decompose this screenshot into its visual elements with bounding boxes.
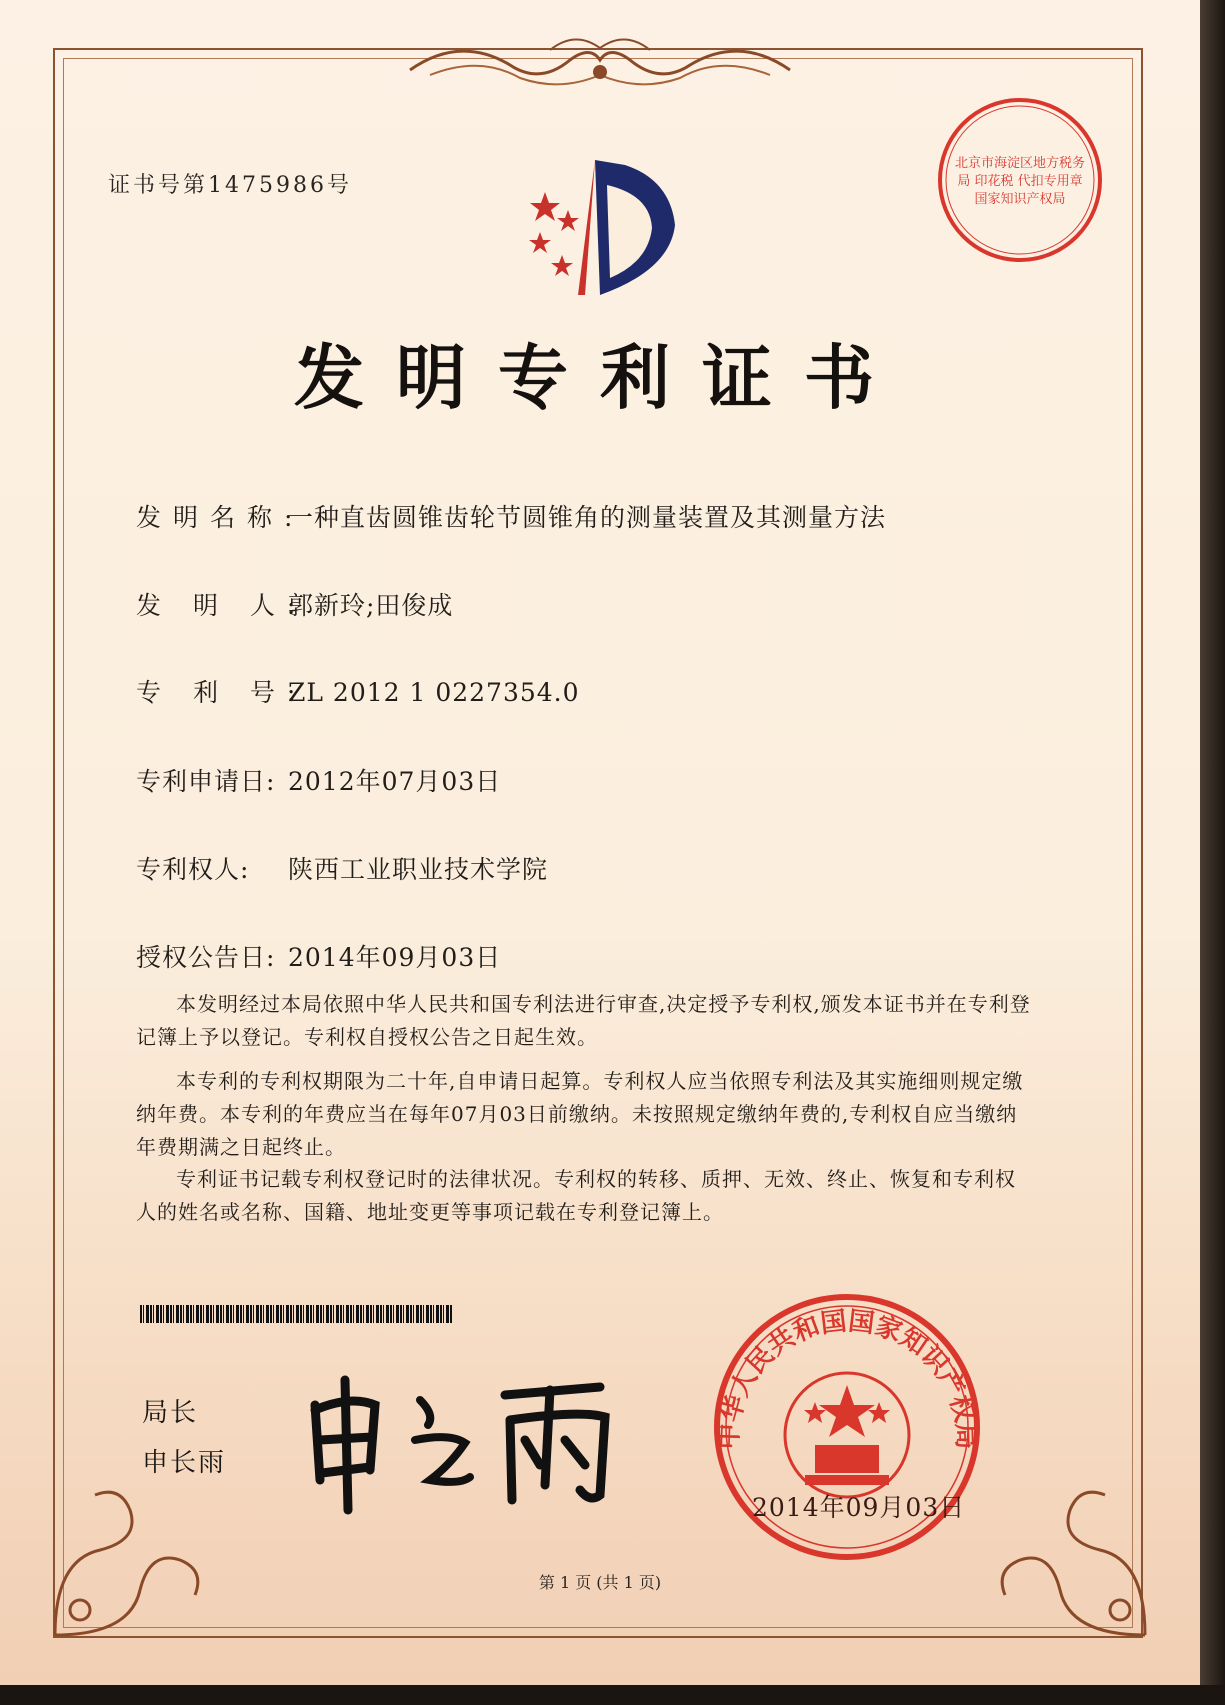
- field-value: 一种直齿圆锥齿轮节圆锥角的测量装置及其测量方法: [288, 503, 887, 532]
- statement-paragraph-2: 本专利的专利权期限为二十年,自申请日起算。专利权人应当依照专利法及其实施细则规定缴纳年费。本专利的年费应当在每年07月03日前缴纳。未按照规定缴纳年费的,专利权自应当缴纳年费期满之日起终止。: [136, 1069, 1024, 1159]
- statement-paragraph-1: 本发明经过本局依照中华人民共和国专利法进行审查,决定授予专利权,颁发本证书并在专利登记簿上予以登记。专利权自授权公告之日起生效。: [136, 992, 1031, 1049]
- field-label: 专 利 号:: [136, 678, 308, 707]
- field-value: 2014年09月03日: [288, 943, 502, 972]
- field-invention-name: [136, 498, 886, 534]
- field-patentee: [136, 850, 548, 886]
- scan-edge-bottom: [0, 1685, 1225, 1705]
- field-application-date: [136, 762, 501, 798]
- director-name: 申长雨: [142, 1448, 227, 1478]
- field-patent-number: [136, 673, 580, 709]
- statement-paragraph-3: 专利证书记载专利权登记时的法律状况。专利权的转移、质押、无效、终止、恢复和专利权人的姓名或名称、国籍、地址变更等事项记载在专利登记簿上。: [136, 1167, 1016, 1224]
- field-label: 授权公告日:: [136, 943, 276, 972]
- svg-text:中华人民共和国国家知识产权局: [714, 1306, 981, 1449]
- tax-stamp-text: 北京市海淀区地方税务局 印花税 代扣专用章 国家知识产权局: [954, 156, 1085, 207]
- field-value: 2012年07月03日: [288, 767, 502, 796]
- field-label: 发 明 人:: [136, 591, 308, 620]
- bottom-right-corner-ornament: [960, 1440, 1160, 1650]
- field-value: 陕西工业职业技术学院: [288, 855, 549, 884]
- field-grant-date: [136, 938, 501, 974]
- field-label: 专利权人:: [136, 855, 250, 884]
- field-label: 发明名称:: [136, 503, 305, 532]
- field-inventors: [136, 586, 453, 622]
- field-value: ZL 2012 1 0227354.0: [288, 678, 580, 707]
- seal-date: 2014年09月03日: [752, 1493, 966, 1522]
- certificate-title: 发明专利证书: [294, 336, 906, 419]
- top-scroll-ornament: [400, 30, 800, 100]
- field-value: 郭新玲;田俊成: [288, 591, 454, 620]
- seal-text: 中华人民共和国国家知识产权局: [714, 1306, 981, 1450]
- patent-office-logo: [510, 150, 690, 300]
- barcode: [140, 1305, 452, 1323]
- page-number: 第 1 页 (共 1 页): [538, 1573, 662, 1592]
- field-label: 专利申请日:: [136, 767, 276, 796]
- director-title: 局长: [142, 1398, 199, 1428]
- scan-edge-right: [1200, 0, 1225, 1705]
- director-signature: [300, 1365, 640, 1515]
- certificate-number: 证书号第1475986号: [108, 173, 352, 198]
